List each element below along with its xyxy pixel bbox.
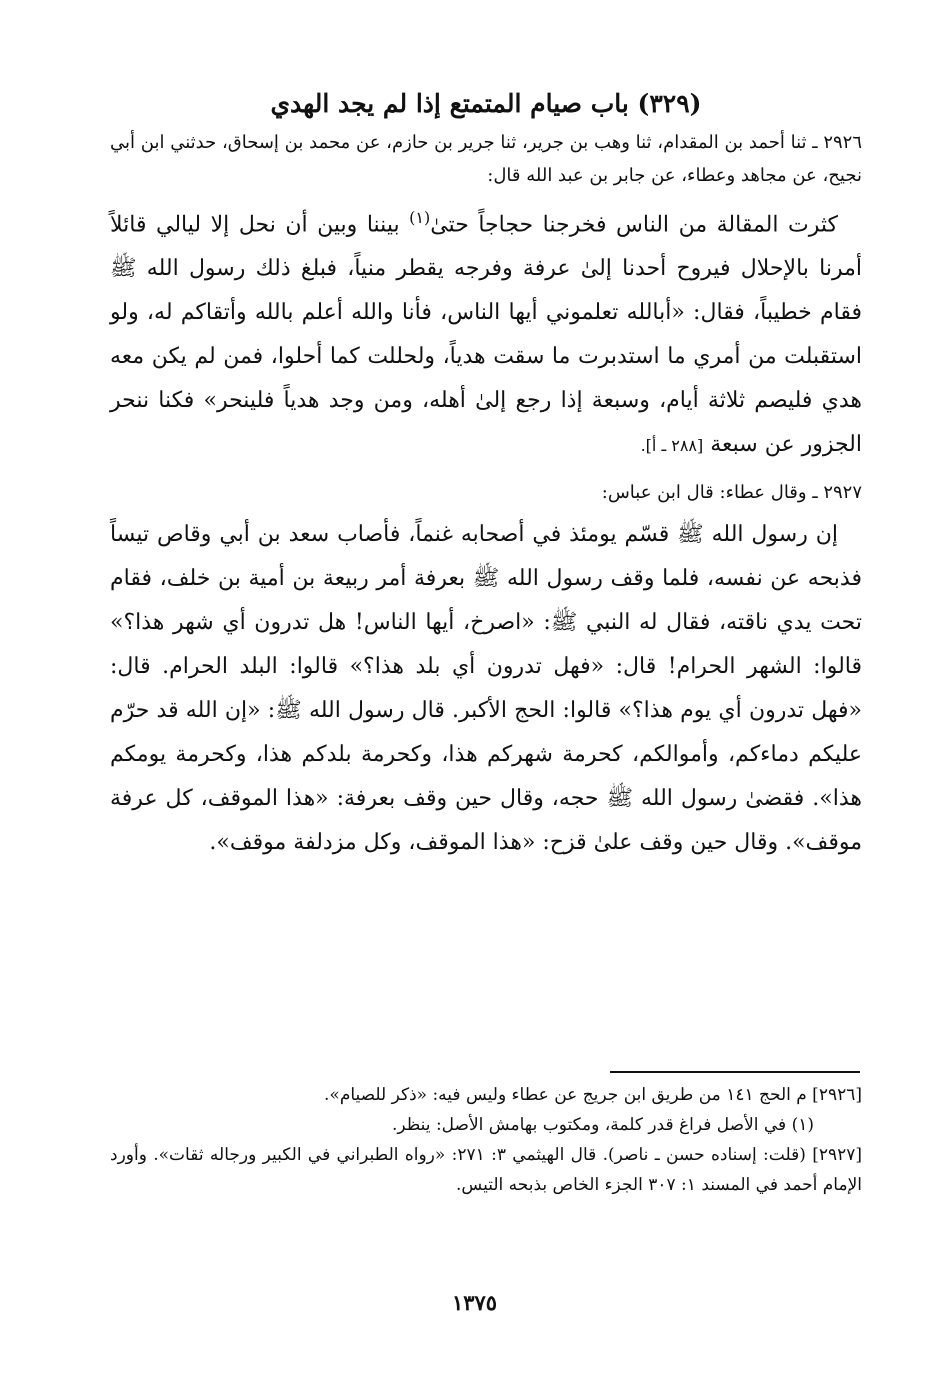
hadith-2927-matn: إن رسول الله ﷺ قسّم يومئذ في أصحابه غنماً، فأصاب سعد بن أبي وقاص تيساً فذبحه عن نفسه، فلما وقف رسول الله ﷺ بعرفة أمر ربيعة بن أمية بن خلف، فقام تحت يدي ناقته، فقال له النبي ﷺ: «اصرخ، أيها الناس! هل تدرون أي شهر هذا؟» قالوا: الشهر الحرام! قال: «فهل تدرون أي بلد هذا؟» قالوا: البلد الحرام. قال: «فهل تدرون أي يوم هذا؟» قالوا: الحج الأكبر. قال رسول الله ﷺ: «إن الله قد حرّم عليكم دماءكم، وأموالكم، كحرمة شهركم هذا، وكحرمة بلدكم هذا، وكحرمة يومكم هذا». فقضىٰ رسول الله ﷺ حجه، وقال حين وقف بعرفة: «هذا الموقف، كل عرفة موقف». وقال حين وقف علىٰ قزح: «هذا الموقف، وكل مزدلفة موقف». (110, 522, 862, 856)
manuscript-ref: [٢٨٨ ـ أ]. (640, 436, 704, 456)
footnote-1: (١) في الأصل فراغ قدر كلمة، ومكتوب بهامش الأصل: ينظر. (391, 1115, 814, 1135)
chapter-title: (٣٢٩) باب صيام المتمتع إذا لم يجد الهدي (270, 89, 702, 118)
footnote-2927: [٢٩٢٧] (قلت: إسناده حسن ـ ناصر). قال الهيثمي ٣: ٢٧١: «رواه الطبراني في الكبير ورجاله ثقات». وأورد الإمام أحمد في المسند ١: ٣٠٧ الجزء الخاص بذبحه التيس. (110, 1145, 862, 1195)
hadith-2926-matn-start: كثرت المقالة من الناس فخرجنا حجاجاً حتىٰ (430, 212, 839, 238)
footnotes (110, 1080, 862, 1200)
footnote-divider (610, 1071, 860, 1073)
footnote-2926: [٢٩٢٦] م الحج ١٤١ من طريق ابن جريج عن عطاء وليس فيه: «ذكر للصيام». (324, 1085, 862, 1105)
hadith-2926-matn-rest: بيننا وبين أن نحل إلا ليالي قائلاً أمرنا بالإحلال فيروح أحدنا إلىٰ عرفة وفرجه يقطر منياً، فبلغ ذلك رسول الله ﷺ فقام خطيباً، فقال: «أبالله تعلموني أيها الناس، فأنا والله أعلم بالله وأتقاكم له، ولو استقبلت من أمري ما استدبرت ما سقت هدياً، ولحللت كما أحلوا، فمن لم يكن معه هدي فليصم ثلاثة أيام، وسبعة إذا رجع إلىٰ أهله، ومن وجد هدياً فلينحر» فكنا ننحر الجزور عن سبعة (110, 212, 862, 458)
hadith-2926-isnad: ٢٩٢٦ ـ ثنا أحمد بن المقدام، ثنا وهب بن جرير، ثنا جرير بن حازم، عن محمد بن إسحاق، حدثني ابن أبي نجيح، عن مجاهد وعطاء، عن جابر بن عبد الله قال: (110, 132, 862, 186)
hadith-2927-isnad: ٢٩٢٧ ـ وقال عطاء: قال ابن عباس: (601, 482, 862, 504)
footnote-ref: (١) (409, 208, 431, 227)
main-text (110, 84, 862, 873)
hadith-2926-matn (110, 196, 862, 468)
page-number: ١٣٧٥ (451, 1290, 498, 1315)
